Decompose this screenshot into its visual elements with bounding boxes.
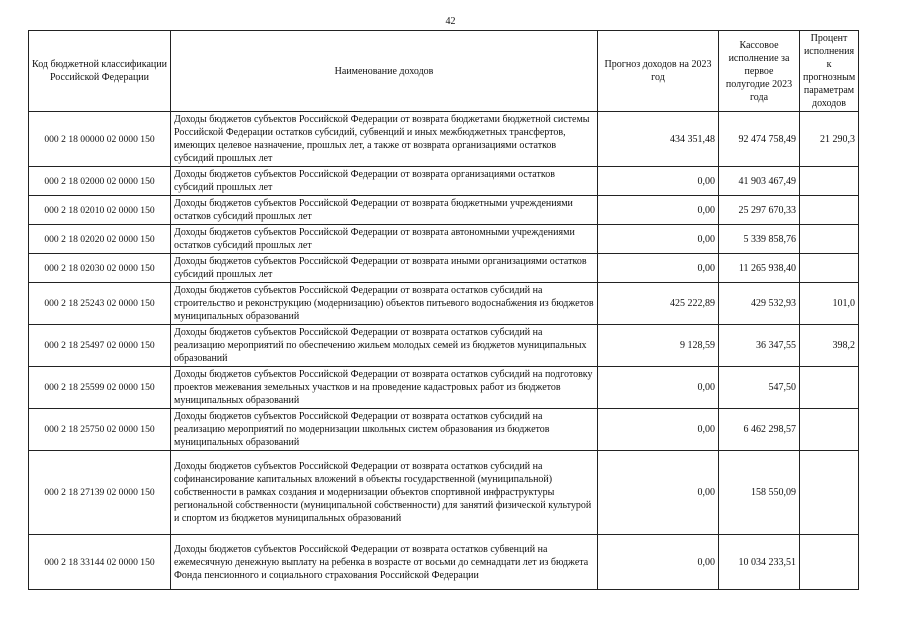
row-execution: 92 474 758,49 xyxy=(719,112,800,167)
row-code: 000 2 18 27139 02 0000 150 xyxy=(29,451,171,535)
header-execution: Кассовое исполнение за первое полугодие 2023 года xyxy=(719,31,800,112)
row-percent xyxy=(800,451,859,535)
row-code: 000 2 18 02000 02 0000 150 xyxy=(29,167,171,196)
row-execution: 10 034 233,51 xyxy=(719,535,800,590)
row-execution: 25 297 670,33 xyxy=(719,196,800,225)
row-name: Доходы бюджетов субъектов Российской Федерации от возврата остатков субсидий на реализацию мероприятий по модернизации школьных систем образования из бюджетов муниципальных образований xyxy=(171,409,598,451)
row-percent: 101,0 xyxy=(800,283,859,325)
row-percent xyxy=(800,225,859,254)
table-row xyxy=(29,409,859,451)
row-code: 000 2 18 02030 02 0000 150 xyxy=(29,254,171,283)
row-name: Доходы бюджетов субъектов Российской Федерации от возврата бюджетами бюджетной системы Российской Федерации остатков субсидий, субвенций и иных межбюджетных трансфертов, имеющих целевое назначение, прошлых лет, а также от возврата организациями остатков субсидий прошлых лет xyxy=(171,112,598,167)
row-percent xyxy=(800,196,859,225)
row-forecast: 0,00 xyxy=(598,409,719,451)
row-percent: 398,2 xyxy=(800,325,859,367)
row-percent xyxy=(800,409,859,451)
row-name: Доходы бюджетов субъектов Российской Федерации от возврата автономными учреждениями остатков субсидий прошлых лет xyxy=(171,225,598,254)
row-execution: 5 339 858,76 xyxy=(719,225,800,254)
row-forecast: 0,00 xyxy=(598,196,719,225)
header-name: Наименование доходов xyxy=(171,31,598,112)
row-forecast: 425 222,89 xyxy=(598,283,719,325)
table-row xyxy=(29,112,859,167)
revenue-table xyxy=(28,30,859,590)
table-row xyxy=(29,283,859,325)
row-name: Доходы бюджетов субъектов Российской Федерации от возврата остатков субвенций на ежемесячную денежную выплату на ребенка в возрасте от восьми до семнадцати лет из бюджета Фонда пенсионного и социального страхования Российской Федерации xyxy=(171,535,598,590)
row-name: Доходы бюджетов субъектов Российской Федерации от возврата бюджетными учреждениями остатков субсидий прошлых лет xyxy=(171,196,598,225)
row-forecast: 0,00 xyxy=(598,535,719,590)
row-percent xyxy=(800,254,859,283)
row-forecast: 0,00 xyxy=(598,167,719,196)
table-header-row xyxy=(29,31,859,112)
row-code: 000 2 18 02010 02 0000 150 xyxy=(29,196,171,225)
row-execution: 11 265 938,40 xyxy=(719,254,800,283)
table-row xyxy=(29,451,859,535)
row-code: 000 2 18 33144 02 0000 150 xyxy=(29,535,171,590)
page-number: 42 xyxy=(445,16,456,27)
row-forecast: 0,00 xyxy=(598,254,719,283)
row-code: 000 2 18 25599 02 0000 150 xyxy=(29,367,171,409)
header-code: Код бюджетной классификации Российской Федерации xyxy=(29,31,171,112)
row-forecast: 434 351,48 xyxy=(598,112,719,167)
row-forecast: 9 128,59 xyxy=(598,325,719,367)
row-name: Доходы бюджетов субъектов Российской Федерации от возврата остатков субсидий на софинансирование капитальных вложений в объекты государственной (муниципальной) собственности в рамках создания и модернизации объектов спортивной инфраструктуры региональной собственности (муниципальной собственности) для занятий физической культурой и спортом из бюджетов муниципальных образований xyxy=(171,451,598,535)
row-name: Доходы бюджетов субъектов Российской Федерации от возврата остатков субсидий на строительство и реконструкцию (модернизацию) объектов питьевого водоснабжения из бюджетов муниципальных образований xyxy=(171,283,598,325)
row-forecast: 0,00 xyxy=(598,451,719,535)
row-code: 000 2 18 25243 02 0000 150 xyxy=(29,283,171,325)
table-row xyxy=(29,535,859,590)
row-execution: 41 903 467,49 xyxy=(719,167,800,196)
table-row xyxy=(29,225,859,254)
row-forecast: 0,00 xyxy=(598,367,719,409)
row-percent: 21 290,3 xyxy=(800,112,859,167)
row-execution: 158 550,09 xyxy=(719,451,800,535)
header-forecast: Прогноз доходов на 2023 год xyxy=(598,31,719,112)
row-execution: 6 462 298,57 xyxy=(719,409,800,451)
table-row xyxy=(29,167,859,196)
row-percent xyxy=(800,167,859,196)
row-percent xyxy=(800,535,859,590)
row-code: 000 2 18 00000 02 0000 150 xyxy=(29,112,171,167)
row-name: Доходы бюджетов субъектов Российской Федерации от возврата организациями остатков субсидий прошлых лет xyxy=(171,167,598,196)
row-name: Доходы бюджетов субъектов Российской Федерации от возврата иными организациями остатков субсидий прошлых лет xyxy=(171,254,598,283)
row-execution: 36 347,55 xyxy=(719,325,800,367)
table-row xyxy=(29,196,859,225)
row-code: 000 2 18 25497 02 0000 150 xyxy=(29,325,171,367)
header-percent: Процент исполнения к прогнозным параметрам доходов xyxy=(800,31,859,112)
row-execution: 547,50 xyxy=(719,367,800,409)
row-code: 000 2 18 02020 02 0000 150 xyxy=(29,225,171,254)
row-percent xyxy=(800,367,859,409)
row-name: Доходы бюджетов субъектов Российской Федерации от возврата остатков субсидий на подготовку проектов межевания земельных участков и на проведение кадастровых работ из бюджетов муниципальных образований xyxy=(171,367,598,409)
table-row xyxy=(29,367,859,409)
row-execution: 429 532,93 xyxy=(719,283,800,325)
row-name: Доходы бюджетов субъектов Российской Федерации от возврата остатков субсидий на реализацию мероприятий по обеспечению жильем молодых семей из бюджетов муниципальных образований xyxy=(171,325,598,367)
row-code: 000 2 18 25750 02 0000 150 xyxy=(29,409,171,451)
table-row xyxy=(29,254,859,283)
table-row xyxy=(29,325,859,367)
row-forecast: 0,00 xyxy=(598,225,719,254)
